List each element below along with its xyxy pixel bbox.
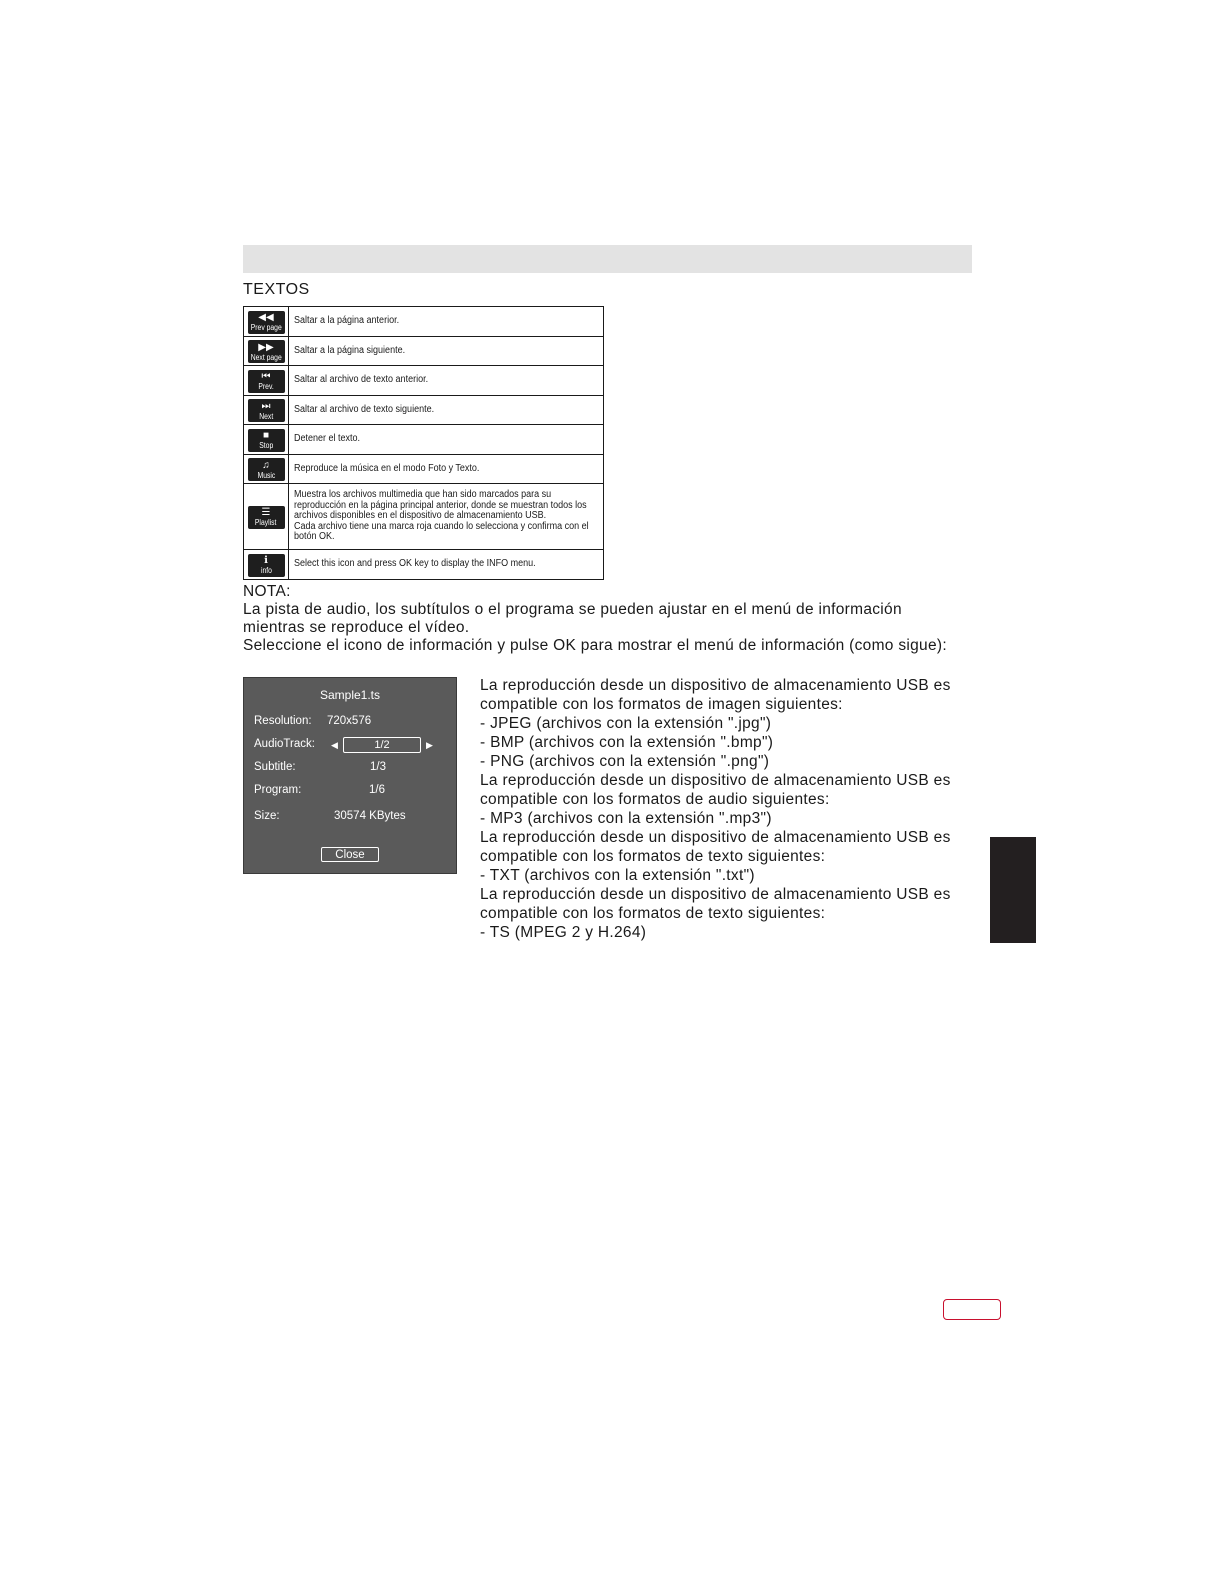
next-file-icon: ⏭ Next [248, 399, 285, 422]
program-label: Program: [254, 784, 302, 796]
formats-line: La reproducción desde un dispositivo de almacenamiento USB es [480, 772, 951, 789]
formats-line: - MP3 (archivos con la extensión ".mp3") [480, 810, 772, 827]
audiotrack-label: AudioTrack: [254, 738, 315, 750]
control-description: Saltar al archivo de texto anterior. [294, 374, 429, 385]
formats-line: La reproducción desde un dispositivo de almacenamiento USB es [480, 829, 951, 846]
stop-icon: ■ Stop [248, 429, 285, 452]
program-value: 1/6 [369, 784, 385, 796]
note-block [243, 583, 1003, 655]
subtitle-value: 1/3 [370, 761, 386, 773]
side-tab-marker [990, 837, 1036, 943]
size-row [254, 810, 454, 826]
note-heading: NOTA: [243, 583, 291, 600]
icon-label: Playlist [255, 518, 277, 528]
table-row [244, 307, 604, 337]
size-label: Size: [254, 810, 280, 822]
note-line: mientras se reproduce el vídeo. [243, 619, 470, 636]
icon-label: Prev page [250, 323, 282, 332]
table-row [244, 550, 604, 580]
control-description: Saltar a la página siguiente. [294, 344, 406, 356]
section-title: TEXTOS [243, 281, 310, 298]
formats-line: - TXT (archivos con la extensión ".txt") [480, 867, 755, 884]
table-row [244, 366, 604, 396]
resolution-label: Resolution: [254, 715, 312, 727]
formats-line: compatible con los formatos de imagen siguientes: [480, 696, 843, 713]
formats-line: compatible con los formatos de texto siguientes: [480, 848, 826, 865]
formats-line: La reproducción desde un dispositivo de almacenamiento USB es [480, 677, 951, 694]
audiotrack-selector[interactable]: 1/2 [343, 737, 421, 753]
next-page-icon: ▶▶ Next page [248, 340, 285, 363]
audiotrack-row[interactable] [254, 738, 454, 754]
info-menu-title: Sample1.ts [319, 688, 381, 702]
formats-line: La reproducción desde un dispositivo de almacenamiento USB es [480, 886, 951, 903]
table-row [244, 425, 604, 455]
subtitle-row [254, 761, 454, 777]
icon-label: Prev. [258, 382, 274, 391]
table-row [244, 454, 604, 484]
info-icon: ℹ info [248, 554, 285, 577]
prev-page-icon: ◀◀ Prev page [248, 311, 285, 334]
playlist-icon: ☰ Playlist [248, 506, 285, 529]
table-row [244, 336, 604, 366]
table-row [244, 395, 604, 425]
formats-line: - TS (MPEG 2 y H.264) [480, 924, 647, 941]
arrow-right-icon[interactable]: ▶ [426, 740, 433, 750]
prev-file-icon: ⏮ Prev. [248, 370, 285, 393]
page-number-badge [943, 1299, 1001, 1320]
size-value: 30574 KBytes [334, 810, 406, 822]
formats-line: - JPEG (archivos con la extensión ".jpg") [480, 715, 772, 732]
arrow-left-icon[interactable]: ◀ [331, 740, 338, 750]
icon-label: Stop [259, 441, 273, 450]
resolution-value: 720x576 [327, 715, 372, 727]
program-row [254, 784, 454, 800]
note-line: Seleccione el icono de información y pulse OK para mostrar el menú de información (como sigue): [243, 637, 947, 654]
control-description: Select this icon and press OK key to display the INFO menu. [294, 558, 536, 569]
table-row [244, 484, 604, 550]
controls-table [243, 306, 604, 580]
formats-line: compatible con los formatos de audio siguientes: [480, 791, 830, 808]
icon-label: Next [258, 411, 273, 421]
section-header-band [243, 245, 972, 273]
note-line: La pista de audio, los subtítulos o el programa se pueden ajustar en el menú de información [243, 601, 902, 618]
icon-label: Next page [250, 352, 282, 362]
supported-formats-text [480, 676, 1000, 942]
formats-line: - BMP (archivos con la extensión ".bmp") [480, 734, 774, 751]
info-menu-panel [243, 677, 457, 874]
icon-label: Music [257, 470, 275, 480]
close-button[interactable]: Close [321, 847, 379, 862]
control-description: Reproduce la música en el modo Foto y Texto. [294, 462, 480, 474]
control-description: Saltar al archivo de texto siguiente. [294, 403, 435, 415]
formats-line: compatible con los formatos de texto siguientes: [480, 905, 826, 922]
control-description: Detener el texto. [294, 433, 361, 444]
music-icon: ♫ Music [248, 458, 285, 481]
control-description: Muestra los archivos multimedia que han sido marcados para su reproducción en la página principal anterior, donde se muestran todos los archivos disponibles en el dispositivo de almacenamiento USB. Cada archivo tiene una marca roja cuando lo selecciona y confirma con el botón OK. [294, 489, 589, 543]
icon-label: info [260, 566, 272, 575]
formats-line: - PNG (archivos con la extensión ".png") [480, 753, 770, 770]
control-description: Saltar a la página anterior. [294, 315, 400, 326]
subtitle-label: Subtitle: [254, 761, 296, 773]
resolution-row [254, 715, 454, 731]
